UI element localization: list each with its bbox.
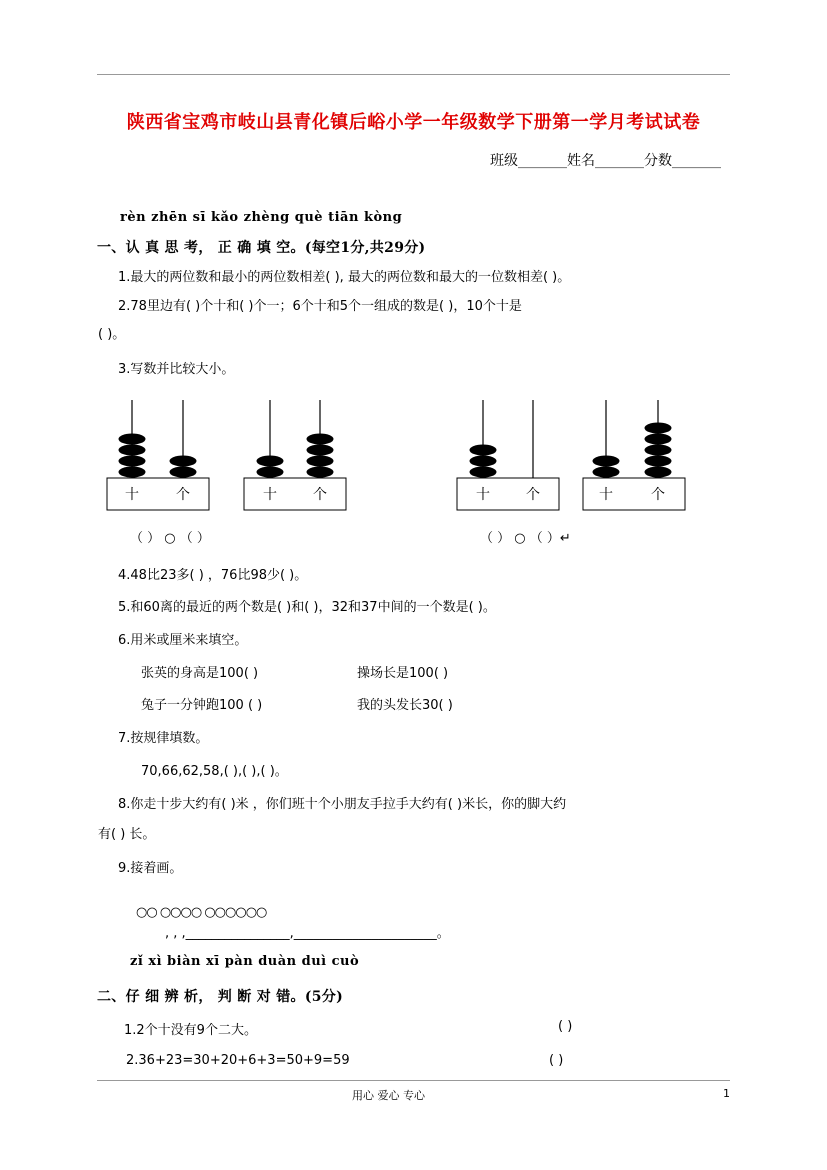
abacus-bead-tens	[470, 456, 497, 467]
section1-pinyin: rèn zhēn sī kǎo zhèng què tiān kòng	[120, 210, 403, 225]
abacus-label-ones: 个	[526, 487, 540, 503]
abacus-label-ones: 个	[313, 487, 327, 503]
abacus-label-tens: 十	[599, 487, 613, 503]
abacus-3	[457, 400, 559, 510]
question-2-line-1: 2.78里边有( )个十和( )个一；6个十和5个一组成的数是( )，10个十是	[118, 299, 522, 314]
section1-heading: 一、认 真 思 考， 正 确 填 空。(每空1分,共29分)	[97, 240, 426, 256]
question-5: 5.和60离的最近的两个数是( )和( )，32和37中间的一个数是( )。	[118, 600, 496, 615]
top-rule	[97, 74, 730, 75]
abacus-bead-tens	[119, 467, 146, 478]
question-6: 6.用米或厘米来填空。	[118, 633, 248, 648]
abacus-bead-ones	[307, 456, 334, 467]
abacus-bead-ones	[645, 423, 672, 434]
judge-item-2-mark: ( )	[549, 1053, 564, 1068]
question-7-sequence: 70,66,62,58,( ),( ),( )。	[141, 764, 288, 779]
student-info-line: 班级_______姓名_______分数_______	[490, 153, 721, 169]
question-6-item-b: 操场长是100( )	[357, 666, 449, 681]
abacus-bead-tens	[470, 445, 497, 456]
abacus-label-ones: 个	[651, 487, 665, 503]
page-number: 1	[723, 1087, 730, 1100]
abacus-bead-ones	[645, 434, 672, 445]
abacus-label-tens: 十	[476, 487, 490, 503]
abacus-bead-ones	[170, 467, 197, 478]
abacus-bead-ones	[645, 445, 672, 456]
abacus-bead-tens	[257, 467, 284, 478]
abacus-bead-ones	[307, 467, 334, 478]
abacus-bead-tens	[119, 456, 146, 467]
abacus-bead-ones	[307, 445, 334, 456]
question-8-line-2: 有( ) 长。	[98, 827, 156, 842]
abacus-figures	[0, 392, 827, 552]
question-6-item-a: 张英的身高是100( )	[141, 666, 259, 681]
question-6-item-d: 我的头发长30( )	[357, 698, 453, 713]
page-title: 陕西省宝鸡市岐山县青化镇后峪小学一年级数学下册第一学月考试试卷	[126, 112, 701, 133]
abacus-bead-ones	[645, 456, 672, 467]
section2-pinyin: zǐ xì biàn xī pàn duàn duì cuò	[130, 954, 360, 969]
abacus-frame	[107, 478, 209, 510]
question-3-answers-right: （ ） ○ （ ）↵	[480, 531, 571, 546]
question-9-circles: ○○ ○○○○ ○○○○○○	[136, 905, 267, 920]
abacus-frame	[457, 478, 559, 510]
abacus-label-tens: 十	[125, 487, 139, 503]
question-1: 1.最大的两位数和最小的两位数相差( ), 最大的两位数和最大的一位数相差( )。	[118, 270, 571, 285]
judge-item-1-mark: ( )	[558, 1019, 573, 1034]
abacus-2	[244, 400, 346, 510]
judge-item-2: 2.36+23=30+20+6+3=50+9=59	[126, 1053, 350, 1068]
question-4: 4.48比23多( ) ，76比98少( )。	[118, 568, 308, 583]
abacus-bead-tens	[593, 467, 620, 478]
abacus-bead-tens	[119, 445, 146, 456]
abacus-frame	[244, 478, 346, 510]
question-2-line-2: ( )。	[98, 327, 126, 342]
question-8-line-1: 8.你走十步大约有( )米 ，你们班十个小朋友手拉手大约有( )米长，你的脚大约	[118, 797, 567, 812]
abacus-bead-tens	[593, 456, 620, 467]
abacus-bead-ones	[307, 434, 334, 445]
abacus-bead-tens	[257, 456, 284, 467]
section2-heading: 二、仔 细 辨 析， 判 断 对 错。(5分)	[97, 989, 344, 1005]
abacus-label-ones: 个	[176, 487, 190, 503]
footer-motto: 用心 爱心 专心	[352, 1089, 425, 1102]
abacus-4	[583, 400, 685, 510]
question-9: 9.接着画。	[118, 861, 183, 876]
abacus-bead-ones	[645, 467, 672, 478]
bottom-rule	[97, 1080, 730, 1081]
abacus-1	[107, 400, 209, 510]
abacus-label-tens: 十	[263, 487, 277, 503]
question-3: 3.写数并比较大小。	[118, 362, 235, 377]
question-3-answers-left: （ ） ○ （ ）	[130, 531, 210, 546]
question-7: 7.按规律填数。	[118, 731, 209, 746]
question-9-blanks: , , ,________________,______________________。	[165, 926, 450, 941]
judge-item-1: 1.2个十没有9个二大。	[124, 1023, 257, 1038]
abacus-bead-tens	[470, 467, 497, 478]
abacus-bead-ones	[170, 456, 197, 467]
question-6-item-c: 兔子一分钟跑100 ( )	[141, 698, 263, 713]
abacus-bead-tens	[119, 434, 146, 445]
